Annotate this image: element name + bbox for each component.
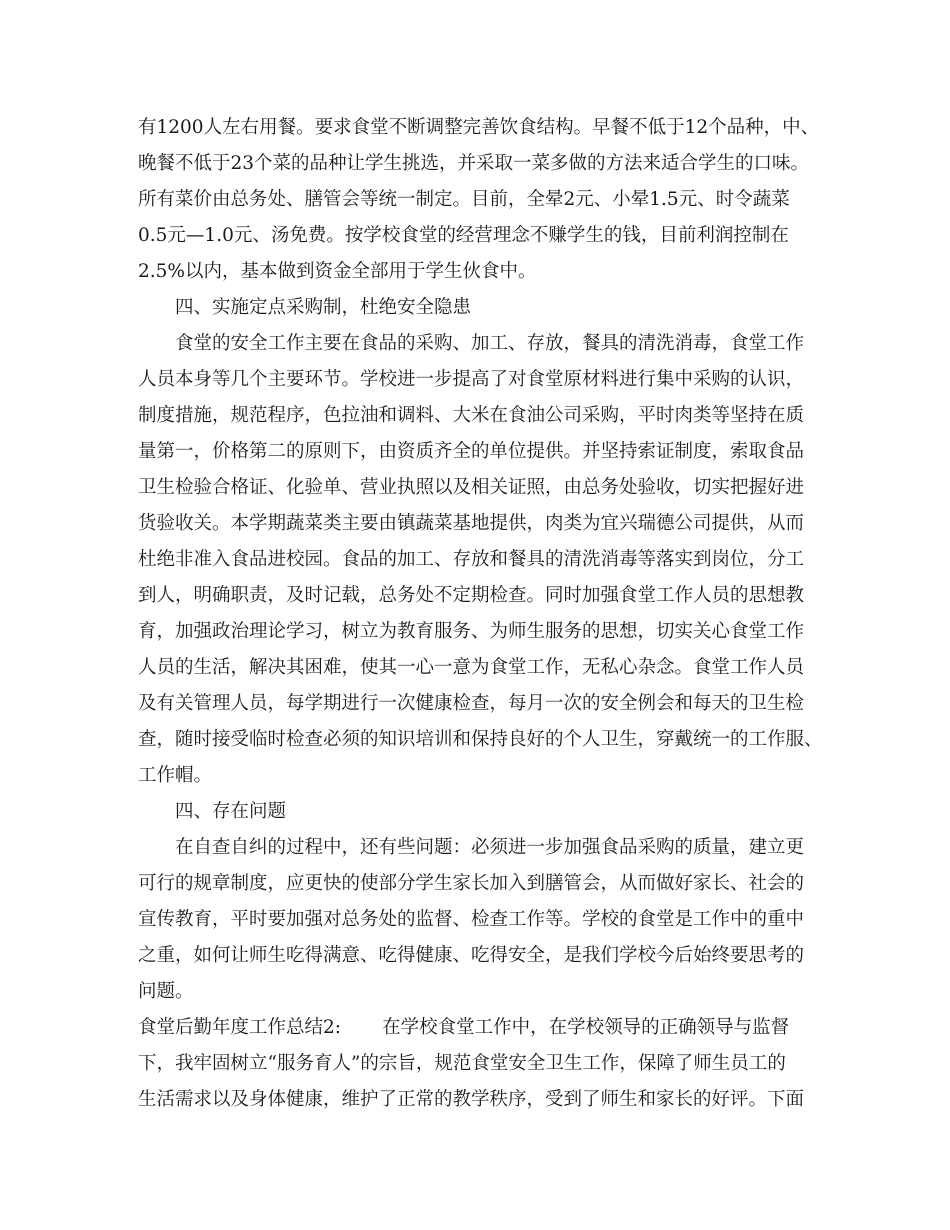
body-line: 2.5%以内，基本做到资金全部用于学生伙食中。 [138,261,537,282]
body-line: 可行的规章制度，应更快的使部分学生家长加入到膳管会，从而做好家长、社会的 [138,873,805,894]
body-line: 量第一，价格第二的原则下，由资质齐全的单位提供。并坚持索证制度，索取食品 [138,441,805,462]
body-line: 工作帽。 [138,765,213,786]
body-line: 下，我牢固树立“服务育人”的宗旨，规范食堂安全卫生工作，保障了师生员工的 [138,1053,786,1074]
section-heading: 四、实施定点采购制，杜绝安全隐患 [175,297,472,318]
body-line: 在自查自纠的过程中，还有些问题：必须进一步加强食品采购的质量，建立更 [175,837,805,858]
body-line: 卫生检验合格证、化验单、营业执照以及相关证照，由总务处验收，切实把握好进 [138,477,805,498]
body-line: 之重，如何让师生吃得满意、吃得健康、吃得安全，是我们学校今后始终要思考的 [138,945,805,966]
body-line: 食堂后勤年度工作总结2: 在学校食堂工作中，在学校领导的正确领导与监督 [138,1017,790,1038]
body-line: 货验收关。本学期蔬菜类主要由镇蔬菜基地提供，肉类为宜兴瑞德公司提供，从而 [138,513,805,534]
body-line: 人员的生活，解决其困难，使其一心一意为食堂工作，无私心杂念。食堂工作人员 [138,657,805,678]
body-line: 育，加强政治理论学习，树立为教育服务、为师生服务的思想，切实关心食堂工作 [138,621,805,642]
body-line: 问题。 [138,981,194,1002]
section-heading: 四、存在问题 [175,801,287,822]
body-line: 所有菜价由总务处、膳管会等统一制定。目前，全晕2元、小晕1.5元、时令蔬菜 [138,189,790,210]
body-line: 生活需求以及身体健康，维护了正常的教学秩序，受到了师生和家长的好评。下面 [138,1089,805,1110]
body-line: 晚餐不低于23个菜的品种让学生挑选，并采取一菜多做的方法来适合学生的口味。 [138,153,810,174]
body-line: 查，随时接受临时检查必须的知识培训和保持良好的个人卫生，穿戴统一的工作服、 [138,729,823,750]
body-line: 及有关管理人员，每学期进行一次健康检查，每月一次的安全例会和每天的卫生检 [138,693,805,714]
body-line: 0.5元—1.0元、汤免费。按学校食堂的经营理念不赚学生的钱，目前利润控制在 [138,225,789,246]
body-line: 人员本身等几个主要环节。学校进一步提高了对食堂原材料进行集中采购的认识， [138,369,805,390]
body-line: 宣传教育，平时要加强对总务处的监督、检查工作等。学校的食堂是工作中的重中 [138,909,805,930]
body-line: 杜绝非准入食品进校园。食品的加工、存放和餐具的清洗消毒等落实到岗位，分工 [138,549,805,570]
body-line: 食堂的安全工作主要在食品的采购、加工、存放，餐具的清洗消毒，食堂工作 [175,333,805,354]
body-line: 有1200人左右用餐。要求食堂不断调整完善饮食结构。早餐不低于12个品种，中、 [138,117,820,138]
body-line: 到人，明确职责，及时记载，总务处不定期检查。同时加强食堂工作人员的思想教 [138,585,805,606]
body-line: 制度措施，规范程序，色拉油和调料、大米在食油公司采购，平时肉类等坚持在质 [138,405,805,426]
